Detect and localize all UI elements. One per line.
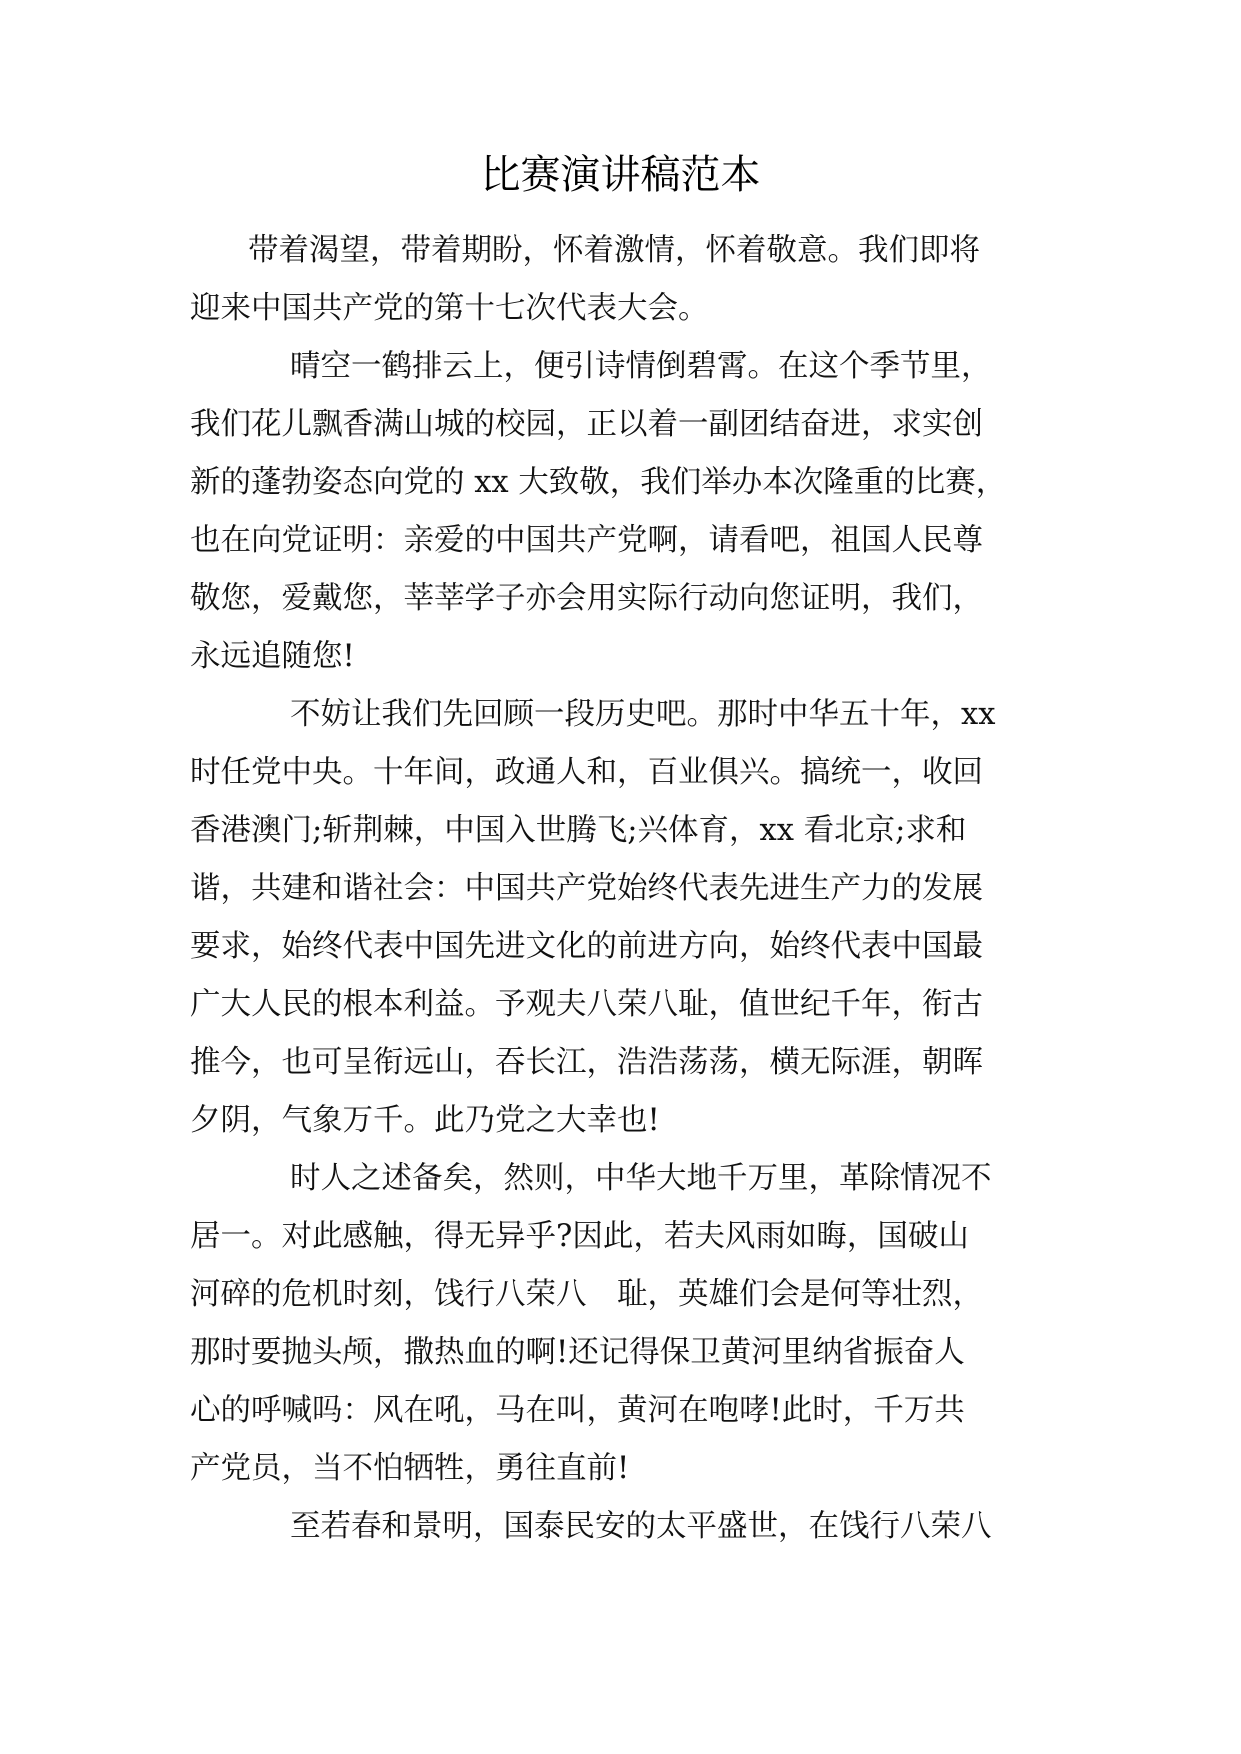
text-line: 产党员，当不怕牺牲，勇往直前! — [190, 1451, 630, 1486]
paragraph-2 — [190, 338, 1055, 686]
text-line: 香港澳门;斩荆棘，中国入世腾飞;兴体育，xx 看北京;求和 — [190, 813, 967, 848]
text-line: 永远追随您! — [190, 639, 355, 674]
text-line: 不妨让我们先回顾一段历史吧。那时中华五十年，xx — [290, 697, 996, 732]
text-line: 谐，共建和谐社会：中国共产党始终代表先进生产力的发展 — [190, 871, 983, 906]
text-line: 夕阴，气象万千。此乃党之大幸也! — [190, 1103, 660, 1138]
text-line: 我们花儿飘香满山城的校园，正以着一副团结奋进，求实创 — [190, 407, 983, 442]
paragraph-3 — [190, 686, 1055, 1150]
paragraph-1 — [190, 222, 1055, 338]
text-line: 河碎的危机时刻，饯行八荣八 耻，英雄们会是何等壮烈， — [190, 1277, 983, 1312]
text-line: 那时要抛头颅，撒热血的啊!还记得保卫黄河里纳省振奋人 — [190, 1335, 965, 1370]
text-line: 敬您，爱戴您，莘莘学子亦会用实际行动向您证明，我们， — [190, 581, 983, 616]
text-line: 居一。对此感触，得无异乎?因此，若夫风雨如晦，国破山 — [190, 1219, 969, 1254]
paragraph-5 — [190, 1498, 1055, 1556]
text-line: 时任党中央。十年间，政通人和，百业俱兴。搞统一，收回 — [190, 755, 983, 790]
text-line: 带着渴望，带着期盼，怀着激情，怀着敬意。我们即将 — [248, 233, 980, 268]
text-line: 心的呼喊吗：风在吼，马在叫，黄河在咆哮!此时，千万共 — [190, 1393, 965, 1428]
paragraph-4 — [190, 1150, 1055, 1498]
text-line: 也在向党证明：亲爱的中国共产党啊，请看吧，祖国人民尊 — [190, 523, 983, 558]
document-title: 比赛演讲稿范本 — [480, 152, 761, 198]
text-line: 至若春和景明，国泰民安的太平盛世，在饯行八荣八 — [290, 1509, 992, 1544]
text-line: 晴空一鹤排云上，便引诗情倒碧霄。在这个季节里， — [290, 349, 992, 384]
text-line: 时人之述备矣，然则，中华大地千万里，革除情况不 — [290, 1161, 992, 1196]
text-line: 推今，也可呈衔远山，吞长江，浩浩荡荡，横无际涯，朝晖 — [190, 1045, 983, 1080]
text-line: 广大人民的根本利益。予观夫八荣八耻，值世纪千年，衔古 — [190, 987, 983, 1022]
text-line: 要求，始终代表中国先进文化的前进方向，始终代表中国最 — [190, 929, 983, 964]
text-line: 迎来中国共产党的第十七次代表大会。 — [190, 291, 709, 326]
text-line: 新的蓬勃姿态向党的 xx 大致敬，我们举办本次隆重的比赛， — [190, 465, 1007, 500]
document-body — [190, 222, 1055, 1556]
